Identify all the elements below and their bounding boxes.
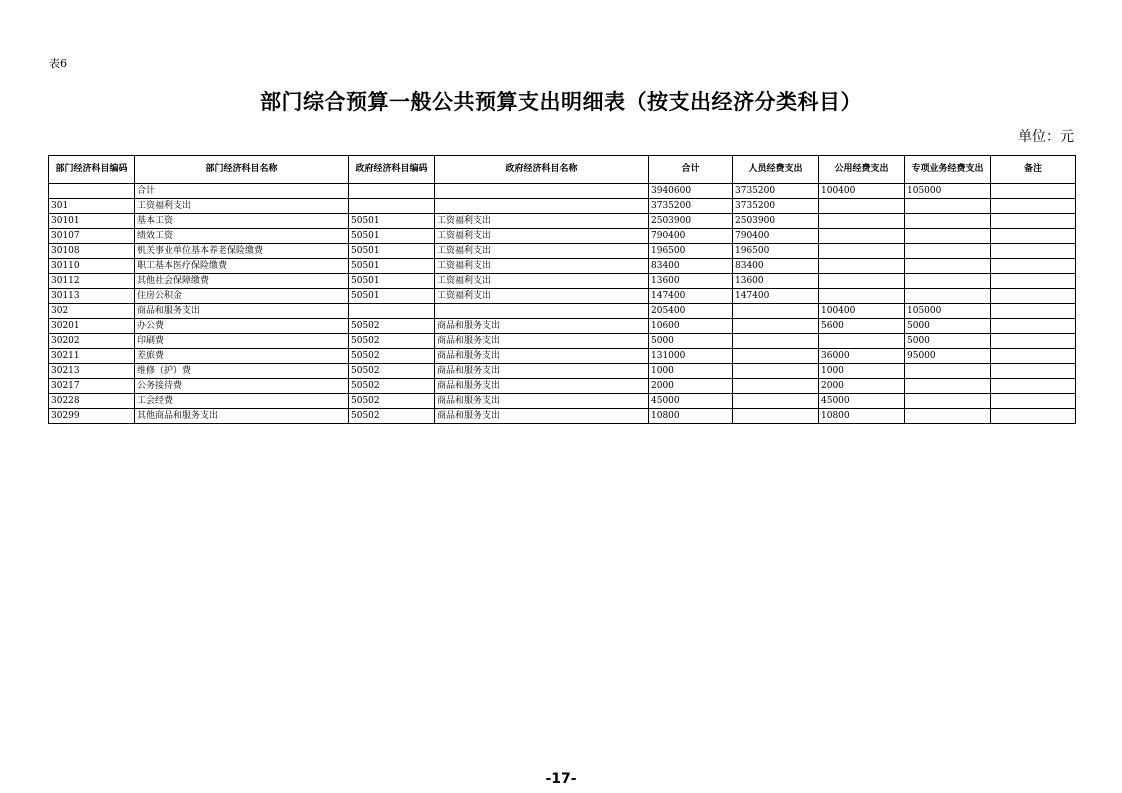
cell-gov-code: 50501 — [349, 274, 435, 289]
cell-dept-code: 30113 — [49, 289, 135, 304]
cell-total: 10600 — [649, 319, 733, 334]
cell-public — [819, 274, 905, 289]
header-total: 合计 — [649, 156, 733, 184]
cell-gov-code — [349, 304, 435, 319]
table-body — [49, 184, 1076, 424]
header-gov-name: 政府经济科目名称 — [435, 156, 649, 184]
cell-dept-name: 住房公积金 — [135, 289, 349, 304]
header-gov-code: 政府经济科目编码 — [349, 156, 435, 184]
page-number: -17- — [545, 771, 577, 787]
cell-gov-code — [349, 184, 435, 199]
cell-special — [905, 244, 991, 259]
cell-special — [905, 274, 991, 289]
table-header-row — [49, 156, 1076, 184]
cell-remarks — [991, 184, 1076, 199]
cell-personnel: 3735200 — [733, 199, 819, 214]
header-special: 专项业务经费支出 — [905, 156, 991, 184]
cell-dept-code: 30108 — [49, 244, 135, 259]
cell-dept-name: 公务接待费 — [135, 379, 349, 394]
table-row — [49, 274, 1076, 289]
table-row — [49, 379, 1076, 394]
header-personnel: 人员经费支出 — [733, 156, 819, 184]
cell-personnel — [733, 364, 819, 379]
cell-gov-name: 工资福利支出 — [435, 229, 649, 244]
cell-remarks — [991, 349, 1076, 364]
cell-remarks — [991, 409, 1076, 424]
cell-personnel: 2503900 — [733, 214, 819, 229]
cell-personnel — [733, 394, 819, 409]
cell-total: 790400 — [649, 229, 733, 244]
cell-dept-name: 机关事业单位基本养老保险缴费 — [135, 244, 349, 259]
cell-public: 45000 — [819, 394, 905, 409]
cell-total: 131000 — [649, 349, 733, 364]
page-title: 部门综合预算一般公共预算支出明细表（按支出经济分类科目） — [260, 90, 862, 114]
cell-personnel — [733, 409, 819, 424]
table-row — [49, 229, 1076, 244]
table-row — [49, 349, 1076, 364]
cell-remarks — [991, 214, 1076, 229]
cell-gov-name: 商品和服务支出 — [435, 379, 649, 394]
cell-gov-name: 商品和服务支出 — [435, 334, 649, 349]
table-row — [49, 289, 1076, 304]
table-row — [49, 409, 1076, 424]
cell-dept-name: 合计 — [135, 184, 349, 199]
cell-total: 45000 — [649, 394, 733, 409]
cell-remarks — [991, 379, 1076, 394]
cell-personnel: 790400 — [733, 229, 819, 244]
header-dept-name: 部门经济科目名称 — [135, 156, 349, 184]
cell-special — [905, 214, 991, 229]
cell-public: 100400 — [819, 304, 905, 319]
cell-gov-code: 50501 — [349, 289, 435, 304]
cell-personnel: 147400 — [733, 289, 819, 304]
cell-remarks — [991, 259, 1076, 274]
cell-personnel: 196500 — [733, 244, 819, 259]
cell-dept-code: 30228 — [49, 394, 135, 409]
table-row — [49, 244, 1076, 259]
cell-remarks — [991, 199, 1076, 214]
header-dept-code: 部门经济科目编码 — [49, 156, 135, 184]
cell-gov-code: 50501 — [349, 244, 435, 259]
cell-remarks — [991, 319, 1076, 334]
cell-special — [905, 364, 991, 379]
cell-remarks — [991, 229, 1076, 244]
cell-dept-code: 30112 — [49, 274, 135, 289]
cell-public — [819, 244, 905, 259]
cell-public — [819, 229, 905, 244]
cell-public: 1000 — [819, 364, 905, 379]
cell-total: 5000 — [649, 334, 733, 349]
cell-special: 95000 — [905, 349, 991, 364]
cell-public: 5600 — [819, 319, 905, 334]
cell-public — [819, 289, 905, 304]
cell-gov-name: 工资福利支出 — [435, 274, 649, 289]
cell-remarks — [991, 304, 1076, 319]
cell-dept-code: 30107 — [49, 229, 135, 244]
table-row — [49, 259, 1076, 274]
cell-special: 5000 — [905, 319, 991, 334]
cell-public: 10800 — [819, 409, 905, 424]
cell-total: 2000 — [649, 379, 733, 394]
cell-total: 147400 — [649, 289, 733, 304]
cell-dept-code: 30217 — [49, 379, 135, 394]
cell-dept-name: 维修（护）费 — [135, 364, 349, 379]
cell-dept-name: 工资福利支出 — [135, 199, 349, 214]
cell-dept-code: 30101 — [49, 214, 135, 229]
cell-gov-code: 50502 — [349, 409, 435, 424]
cell-personnel — [733, 304, 819, 319]
cell-personnel — [733, 319, 819, 334]
cell-gov-name: 工资福利支出 — [435, 244, 649, 259]
header-public: 公用经费支出 — [819, 156, 905, 184]
cell-special — [905, 379, 991, 394]
cell-gov-code: 50502 — [349, 319, 435, 334]
cell-total: 2503900 — [649, 214, 733, 229]
cell-total: 205400 — [649, 304, 733, 319]
cell-public — [819, 199, 905, 214]
cell-gov-name — [435, 199, 649, 214]
cell-special: 5000 — [905, 334, 991, 349]
cell-special — [905, 289, 991, 304]
cell-dept-name: 职工基本医疗保险缴费 — [135, 259, 349, 274]
cell-total: 3940600 — [649, 184, 733, 199]
table-row — [49, 304, 1076, 319]
cell-public: 2000 — [819, 379, 905, 394]
cell-dept-name: 其他商品和服务支出 — [135, 409, 349, 424]
cell-dept-code — [49, 184, 135, 199]
cell-personnel: 83400 — [733, 259, 819, 274]
cell-dept-code: 30213 — [49, 364, 135, 379]
cell-remarks — [991, 394, 1076, 409]
cell-dept-name: 其他社会保障缴费 — [135, 274, 349, 289]
unit-label: 单位：元 — [1018, 129, 1074, 145]
cell-dept-code: 302 — [49, 304, 135, 319]
cell-gov-name: 商品和服务支出 — [435, 319, 649, 334]
cell-gov-name — [435, 304, 649, 319]
cell-dept-name: 绩效工资 — [135, 229, 349, 244]
cell-dept-name: 基本工资 — [135, 214, 349, 229]
cell-remarks — [991, 289, 1076, 304]
cell-public: 36000 — [819, 349, 905, 364]
table-row — [49, 199, 1076, 214]
cell-dept-name: 印刷费 — [135, 334, 349, 349]
header-remarks: 备注 — [991, 156, 1076, 184]
cell-gov-code: 50502 — [349, 334, 435, 349]
cell-dept-code: 30211 — [49, 349, 135, 364]
cell-dept-name: 办公费 — [135, 319, 349, 334]
cell-remarks — [991, 244, 1076, 259]
cell-gov-code — [349, 199, 435, 214]
cell-personnel — [733, 334, 819, 349]
cell-gov-name: 工资福利支出 — [435, 259, 649, 274]
cell-personnel — [733, 349, 819, 364]
cell-gov-code: 50502 — [349, 379, 435, 394]
cell-dept-code: 301 — [49, 199, 135, 214]
cell-remarks — [991, 364, 1076, 379]
cell-gov-code: 50501 — [349, 259, 435, 274]
cell-dept-name: 工会经费 — [135, 394, 349, 409]
cell-dept-code: 30299 — [49, 409, 135, 424]
cell-gov-name: 商品和服务支出 — [435, 349, 649, 364]
cell-special — [905, 394, 991, 409]
cell-personnel: 3735200 — [733, 184, 819, 199]
cell-gov-code: 50501 — [349, 229, 435, 244]
cell-gov-name: 工资福利支出 — [435, 289, 649, 304]
cell-special — [905, 199, 991, 214]
cell-total: 196500 — [649, 244, 733, 259]
cell-special — [905, 259, 991, 274]
cell-gov-name: 商品和服务支出 — [435, 409, 649, 424]
cell-personnel: 13600 — [733, 274, 819, 289]
cell-public: 100400 — [819, 184, 905, 199]
cell-gov-code: 50501 — [349, 214, 435, 229]
cell-public — [819, 334, 905, 349]
table-row — [49, 319, 1076, 334]
cell-total: 3735200 — [649, 199, 733, 214]
table-row — [49, 334, 1076, 349]
cell-total: 10800 — [649, 409, 733, 424]
cell-dept-name: 商品和服务支出 — [135, 304, 349, 319]
cell-special — [905, 409, 991, 424]
cell-gov-name: 工资福利支出 — [435, 214, 649, 229]
table-row — [49, 364, 1076, 379]
cell-special — [905, 229, 991, 244]
cell-personnel — [733, 379, 819, 394]
cell-dept-code: 30201 — [49, 319, 135, 334]
table-row — [49, 184, 1076, 199]
cell-gov-code: 50502 — [349, 349, 435, 364]
cell-gov-name: 商品和服务支出 — [435, 394, 649, 409]
cell-gov-name: 商品和服务支出 — [435, 364, 649, 379]
cell-public — [819, 214, 905, 229]
cell-gov-code: 50502 — [349, 364, 435, 379]
cell-total: 1000 — [649, 364, 733, 379]
cell-gov-name — [435, 184, 649, 199]
cell-total: 13600 — [649, 274, 733, 289]
cell-special: 105000 — [905, 184, 991, 199]
cell-total: 83400 — [649, 259, 733, 274]
cell-dept-code: 30110 — [49, 259, 135, 274]
expenditure-detail-table — [48, 155, 1076, 424]
cell-remarks — [991, 334, 1076, 349]
cell-special: 105000 — [905, 304, 991, 319]
cell-public — [819, 259, 905, 274]
table-row — [49, 394, 1076, 409]
table-row — [49, 214, 1076, 229]
cell-dept-name: 差旅费 — [135, 349, 349, 364]
cell-dept-code: 30202 — [49, 334, 135, 349]
cell-remarks — [991, 274, 1076, 289]
cell-gov-code: 50502 — [349, 394, 435, 409]
table-number-label: 表6 — [49, 57, 67, 70]
